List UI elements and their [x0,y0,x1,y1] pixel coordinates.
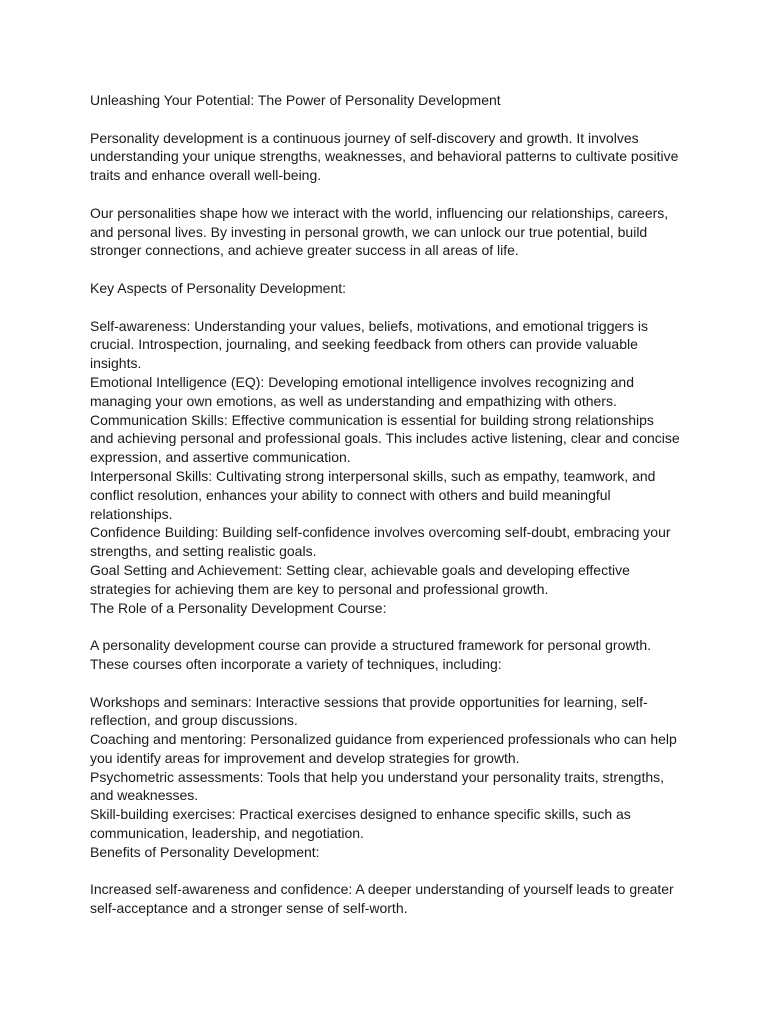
course-heading: The Role of a Personality Development Course: [90,599,387,616]
course-item: Skill-building exercises: Practical exercises designed to enhance specific skills, such as communication, leadership, and negotiation. [90,806,631,842]
key-aspect-item: Communication Skills: Effective communication is essential for building strong relationships and achieving personal and professional goals. This includes active listening, clear and concise expression, and assertive communication. [90,411,680,466]
course-item: Coaching and mentoring: Personalized guidance from experienced professionals who can help you identify areas for improvement and develop strategies for growth. [90,731,677,766]
spacer [90,617,680,636]
key-aspect-item: Goal Setting and Achievement: Setting clear, achievable goals and developing effective strategies for achieving them are key to personal and professional growth. [90,561,630,597]
benefit-item: Increased self-awareness and confidence: A deeper understanding of yourself leads to greater self-acceptance and a stronger sense of self-worth. [90,881,674,917]
key-aspect-item: Self-awareness: Understanding your values, beliefs, motivations, and emotional triggers is crucial. Introspection, journaling, and seeking feedback from others can provide valuable insights. [90,317,648,372]
document-title: Unleashing Your Potential: The Power of Personality Development [90,92,501,108]
spacer [90,298,680,317]
course-intro-paragraph: A personality development course can provide a structured framework for personal growth. These courses often incorporate a variety of techniques, including: [90,637,652,672]
spacer [90,674,680,693]
benefits-heading: Benefits of Personality Development: [90,843,320,860]
intro-paragraph-1: Personality development is a continuous journey of self-discovery and growth. It involves understanding your unique strengths, weaknesses, and behavioral patterns to cultivate positive traits and enhance overall well-being. [90,129,679,184]
key-aspect-item: Confidence Building: Building self-confidence involves overcoming self-doubt, embracing your strengths, and setting realistic goals. [90,524,671,560]
key-aspects-heading: Key Aspects of Personality Development: [90,279,347,296]
key-aspect-item: Interpersonal Skills: Cultivating strong interpersonal skills, such as empathy, teamwork, and conflict resolution, enhances your ability to connect with others and build meaningful relationships. [90,467,656,522]
spacer [90,260,680,279]
document-body [90,91,680,918]
spacer [90,185,680,204]
course-item: Workshops and seminars: Interactive sessions that provide opportunities for learning, self-reflection, and group discussions. [90,693,648,729]
course-item: Psychometric assessments: Tools that help you understand your personality traits, strengths, and weaknesses. [90,768,665,804]
key-aspect-item: Emotional Intelligence (EQ): Developing emotional intelligence involves recognizing and managing your own emotions, as well as understanding and empathizing with others. [90,373,634,409]
spacer [90,862,680,881]
intro-paragraph-2: Our personalities shape how we interact with the world, influencing our relationships, careers, and personal lives. By investing in personal growth, we can unlock our true potential, build stronger connections, and achieve greater success in all areas of life. [90,204,669,259]
spacer [90,110,680,129]
